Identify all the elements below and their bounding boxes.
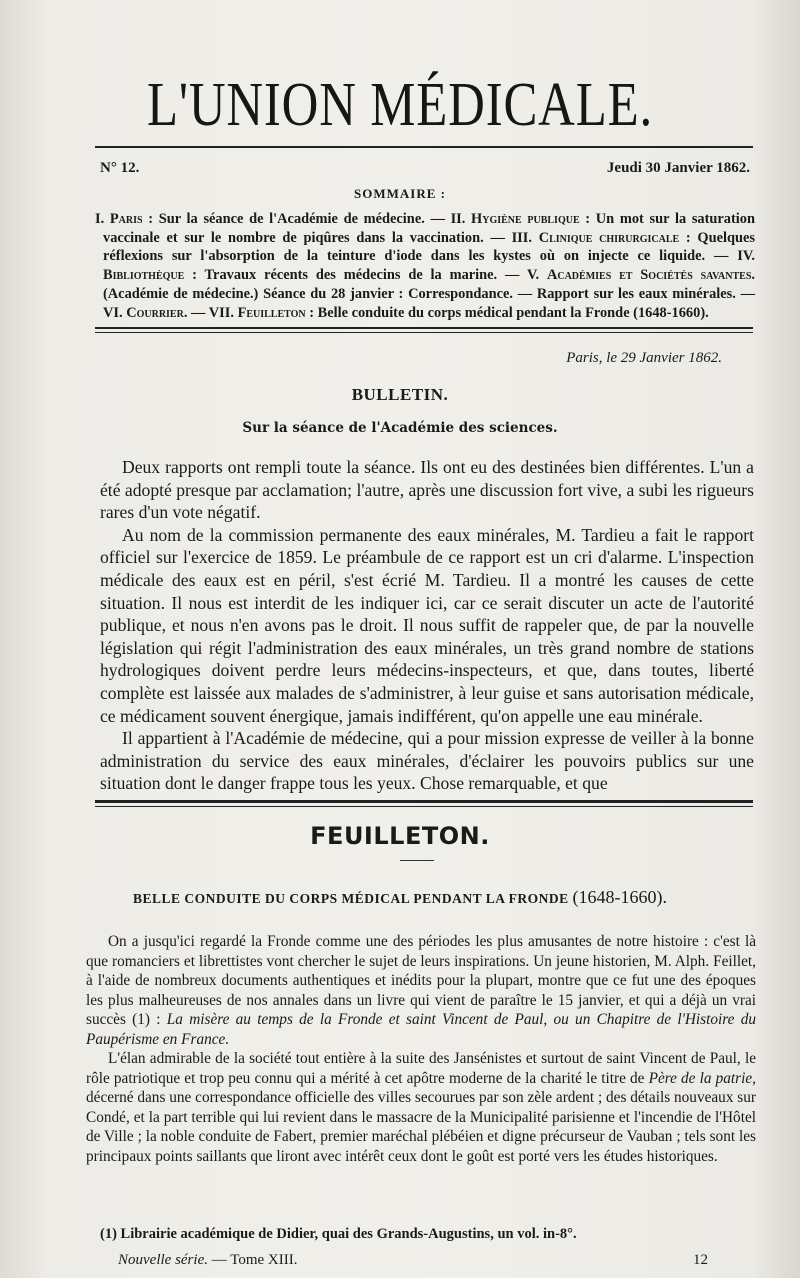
masthead-rule: [95, 146, 753, 148]
page-number: 12: [693, 1252, 708, 1268]
sommaire-item-text: : Travaux récents des médecins de la marine. —: [184, 267, 527, 284]
bulletin-title: BULLETIN.: [351, 385, 449, 404]
bulletin-subtitle: Sur la séance de l'Académie des sciences.: [242, 420, 558, 436]
honorific-title: Père de la patrie: [648, 1069, 753, 1087]
sommaire-item-heading: Courrier: [126, 304, 184, 321]
footnote: (1) Librairie académique de Didier, quai des Grands-Augustins, un vol. in-8°.: [100, 1226, 577, 1242]
feuilleton-body: [86, 932, 756, 1166]
sommaire-contents: [95, 210, 755, 322]
feuilleton-paragraph: [86, 1049, 756, 1166]
sommaire-item-number: III.: [511, 229, 539, 246]
feuilleton-text: , décerné dans une correspondance officielle des villes secourues par son zèle ardent ; des détails nouveaux sur Condé, et la part terrible qui lui revient dans le massacre de la Municipalité parisienne et l'incendie de l'Hôtel de Ville ; la noble conduite de Fabert, premier maréchal plébéien et digne précurseur de Vauban ; tels sont les principaux points saillants que liront avec intérêt ceux dont le goût est porté vers les études historiques.: [86, 1069, 756, 1165]
sommaire-item-number: II.: [450, 211, 472, 227]
issue-date: Jeudi 30 Janvier 1862.: [606, 160, 750, 176]
sommaire-title: SOMMAIRE :: [354, 186, 446, 201]
sommaire-item-number: IV.: [737, 248, 755, 265]
feuilleton-text: L'élan admirable de la société tout entière à la suite des Jansénistes et surtout de saint Vincent de Paul, le rôle patriotique et trop peu connu qui a mérité à cet apôtre moderne de la charité le titre de: [86, 1050, 756, 1087]
sommaire-item-text: : Un mot sur la saturation vaccinale et sur le nombre de piqûres dans la vaccination. —: [103, 211, 755, 246]
feuilleton-subtitle-text: BELLE CONDUITE DU CORPS MÉDICAL PENDANT LA FRONDE: [132, 891, 569, 906]
tome-label: — Tome XIII.: [207, 1252, 298, 1268]
sommaire-item-heading: Hygiène publique: [471, 211, 580, 227]
feuilleton-title: FEUILLETON.: [310, 822, 490, 850]
sommaire-item-text: : Belle conduite du corps médical pendant la Fronde (1648-1660).: [305, 304, 709, 321]
sommaire-item-heading: Paris: [109, 211, 143, 227]
bulletin-paragraph: Il appartient à l'Académie de médecine, qui a pour mission expresse de veiller à la bonne administration du service des eaux minérales, d'éclairer les pouvoirs publics sur une situation dont le danger frappe tous les yeux. Chose remarquable, et que: [100, 728, 754, 794]
feuilleton-subtitle: [0, 887, 800, 908]
sommaire-item-text: . (Académie de médecine.) Séance du 28 janvier : Correspondance. — Rapport sur les eaux minérales. —: [103, 267, 755, 302]
feuilleton-paragraph: [86, 932, 756, 1049]
sommaire-item-text: : Sur la séance de l'Académie de médecine. —: [142, 211, 451, 227]
bulletin-paragraph: Deux rapports ont rempli toute la séance. Ils ont eu des destinées bien différentes. L'un a été adopté presque par acclamation; l'autre, après une discussion fort vive, a subi les rigueurs rares d'un vote négatif.: [100, 457, 754, 523]
footer-series: [118, 1252, 297, 1269]
sommaire-item-heading: Académies et Sociétés savantes: [546, 267, 752, 284]
sommaire-item-heading: Feuilleton: [237, 304, 306, 321]
book-title: La misère au temps de la Fronde et saint Vincent de Paul, ou un Chapitre de l'Histoire du Paupérisme en France.: [86, 1011, 756, 1048]
feuilleton-rule: [95, 800, 753, 807]
feuilleton-short-rule: [400, 860, 434, 861]
feuilleton-text: On a jusqu'ici regardé la Fronde comme une des périodes les plus amusantes de notre histoire : c'est là que romanciers et librettistes vont chercher le sujet de leurs inspirations. Un jeune historien, M. Alph. Feillet, à l'aide de nombreux documents authentiques et inédits pour la plupart, montre que ce fut une des époques les plus malheureuses de nos annales dans un livre qui vient de paraître le 15 janvier, et qui a déjà un vrai succès (1) :: [86, 933, 756, 1028]
feuilleton-years: (1648-1660).: [572, 887, 668, 907]
issue-number: N° 12.: [100, 160, 140, 176]
series-label: Nouvelle série.: [118, 1252, 208, 1268]
bulletin-paragraph: Au nom de la commission permanente des eaux minérales, M. Tardieu a fait le rapport officiel sur l'exercice de 1859. Le préambule de ce rapport est un cri d'alarme. L'inspection médicale des eaux est en péril, s'est écrié M. Tardieu. Il a montré les causes de cette situation. Il nous est interdit de les indiquer ici, car ce serait discuter un acte de l'autorité publique, et nous n'en avons pas le droit. Il nous suffit de rappeler que, de par la nouvelle législation qui régit l'administration des eaux minérales, un très grand nombre de stations hydrologiques doivent perdre leurs médecins-inspecteurs, et que, dans toutes, liberté complète est laissée aux malades de s'administrer, à leur guise et sans autorisation médicale, ce médicament souvent énergique, jamais indifférent, qu'on appelle une eau minérale.: [100, 524, 754, 726]
sommaire-item-heading: Clinique chirurgicale: [538, 229, 680, 246]
sommaire-item-number: VI.: [103, 304, 127, 321]
masthead-title: L'UNION MÉDICALE.: [146, 71, 654, 139]
sommaire-item-number: I.: [95, 211, 110, 227]
bulletin-body: [100, 456, 754, 795]
sommaire-rule: [95, 327, 753, 333]
sommaire-item-number: VII.: [208, 304, 238, 321]
sommaire-item-number: V.: [526, 267, 547, 284]
dateline: Paris, le 29 Janvier 1862.: [566, 350, 722, 366]
sommaire-item-heading: Bibliothèque: [103, 267, 185, 284]
issue-line: [100, 160, 750, 177]
page-footer: [118, 1252, 708, 1269]
sommaire-item-text: . —: [183, 304, 209, 321]
sommaire-item-text: : Quelques réflexions sur l'absorption de la teinture d'iode dans les kystes où on injecte ce liquide. —: [103, 229, 755, 265]
